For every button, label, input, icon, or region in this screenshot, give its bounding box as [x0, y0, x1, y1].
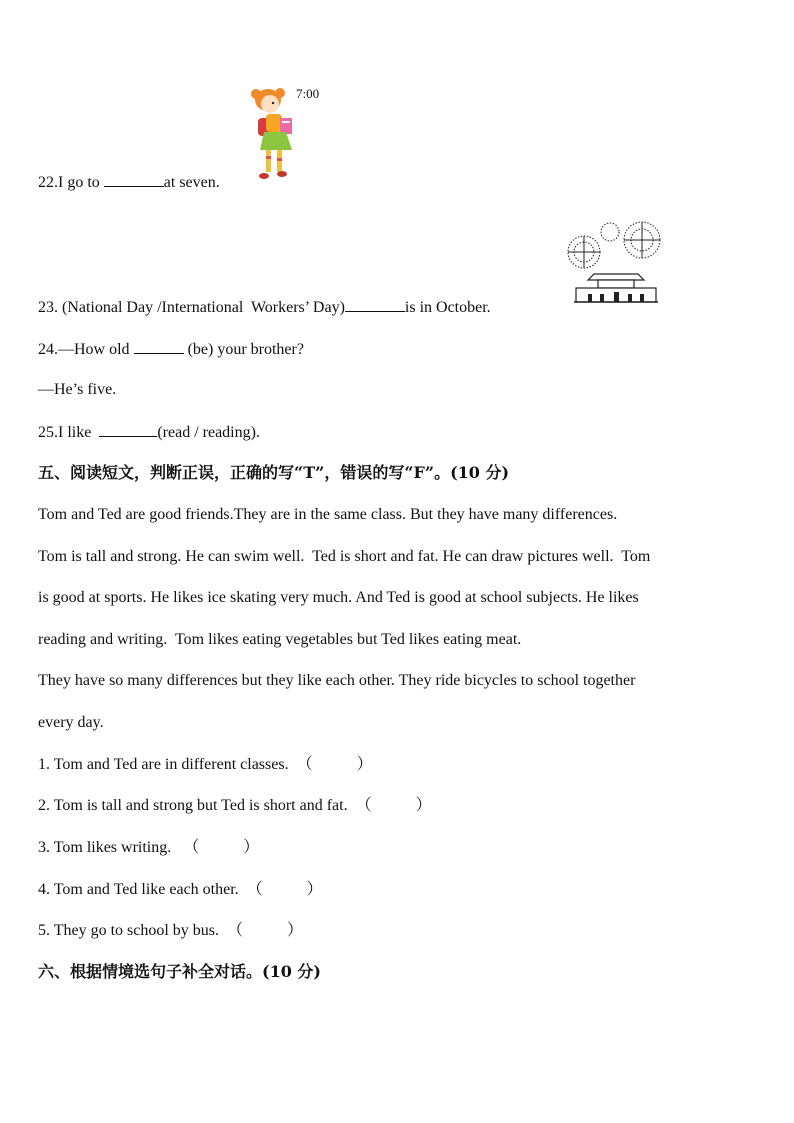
passage-line-4: reading and writing. Tom likes eating vegetables but Ted likes eating meat.: [38, 631, 522, 648]
picture-time-label: 7:00: [296, 86, 320, 101]
question-25-text: 25.I like: [38, 424, 100, 441]
question-22-text: 22.I go to: [38, 174, 104, 191]
question-23-text: 23. (National Day /International Workers’ Day): [38, 299, 345, 316]
tf-question-2[interactable]: 2. Tom is tall and strong but Ted is short and fat. （ ）: [38, 797, 432, 814]
question-25: [38, 422, 260, 443]
passage-line-5: They have so many differences but they like each other. They ride bicycles to school together: [38, 672, 636, 689]
section-5-heading: 五、阅读短文，判断正误，正确的写“T”，错误的写“F”。(10 分): [38, 463, 510, 482]
question-23-text-after: is in October.: [404, 299, 491, 316]
passage-line-2: Tom is tall and strong. He can swim well. Ted is short and fat. He can draw pictures well. Tom: [38, 548, 651, 565]
question-23-blank[interactable]: [345, 297, 405, 312]
passage-line-1: Tom and Ted are good friends.They are in the same class. But they have many differences.: [38, 506, 618, 523]
section-6-heading: 六、根据情境选句子补全对话。(10 分): [38, 962, 321, 981]
passage-line-6: every day.: [38, 714, 104, 731]
tf-question-3[interactable]: 3. Tom likes writing. （ ）: [38, 839, 260, 856]
passage-line-3: is good at sports. He likes ice skating very much. And Ted is good at school subjects. He likes: [38, 589, 639, 606]
question-23: [38, 297, 491, 318]
question-24-text-after: (be) your brother?: [183, 341, 304, 358]
tf-question-1[interactable]: 1. Tom and Ted are in different classes. （ ）: [38, 756, 373, 773]
question-22-blank[interactable]: [104, 172, 164, 187]
question-24-blank[interactable]: [134, 339, 184, 354]
question-24: [38, 339, 304, 360]
question-25-text-after: (read / reading).: [157, 424, 260, 441]
question-24-text: 24.—How old: [38, 341, 134, 358]
tf-question-5[interactable]: 5. They go to school by bus. （ ）: [38, 922, 304, 939]
question-25-blank[interactable]: [99, 422, 157, 437]
tf-question-4[interactable]: 4. Tom and Ted like each other. （ ）: [38, 881, 323, 898]
question-24-answer: —He’s five.: [38, 381, 117, 398]
question-22-text-after: at seven.: [163, 174, 220, 191]
tiananmen-fireworks-illustration: [564, 220, 668, 306]
question-22: [38, 172, 220, 193]
